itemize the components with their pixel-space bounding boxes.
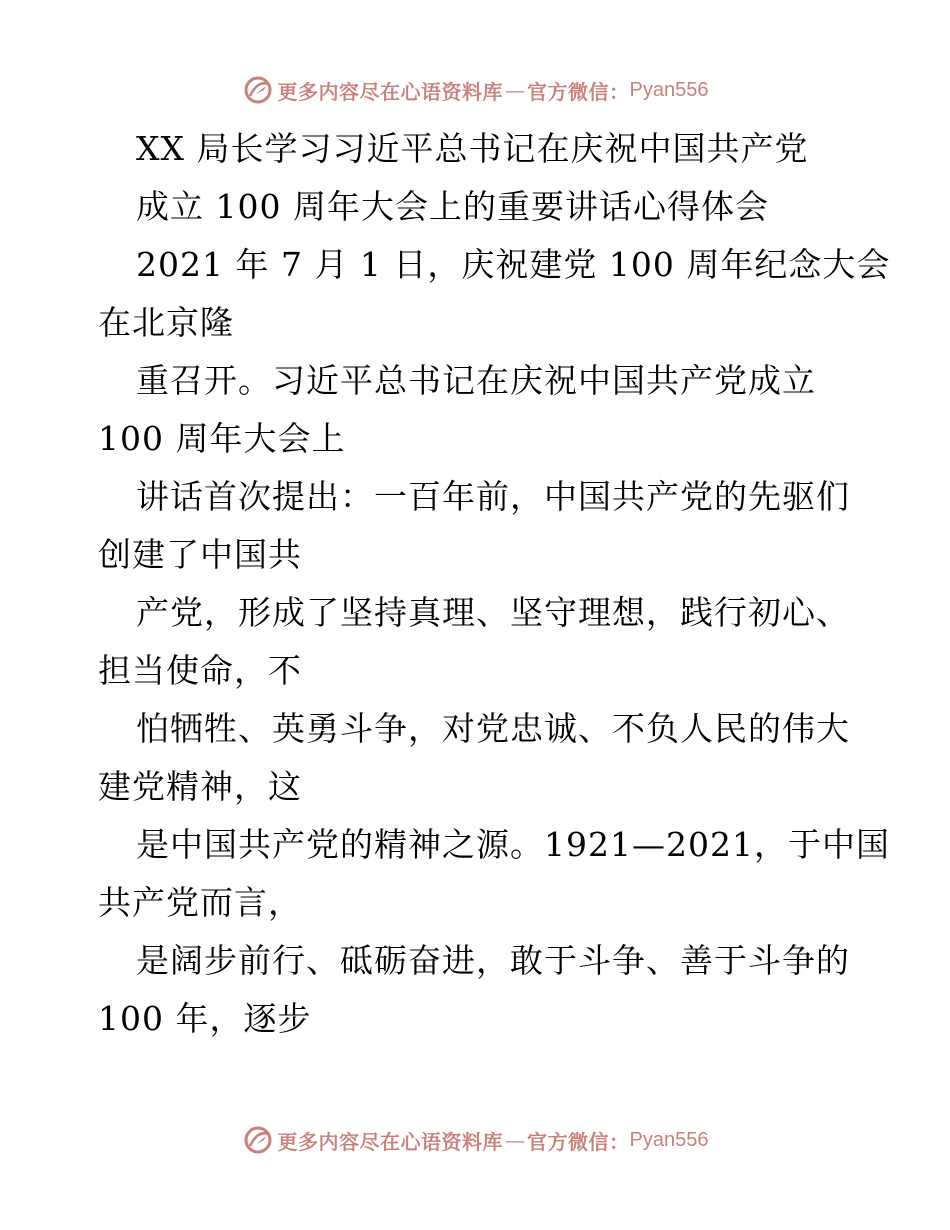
paragraph-line: 100 周年大会上 (98, 419, 346, 458)
document-title-line-2: 成立 100 周年大会上的重要讲话心得体会 (136, 187, 769, 226)
footer-wechat-label: 官方微信： (527, 1129, 630, 1154)
pen-swirl-logo-icon (242, 1124, 274, 1156)
paragraph-line: 重召开。习近平总书记在庆祝中国共产党成立 (136, 361, 816, 400)
paragraph-line: 100 年，逐步 (98, 999, 312, 1038)
paragraph-line: 创建了中国共 (98, 535, 302, 574)
paragraph-line: 产党，形成了坚持真理、坚守理想，践行初心、 (136, 593, 850, 632)
document-title-line-1: XX 局长学习习近平总书记在庆祝中国共产党 (136, 129, 809, 168)
footer-watermark-banner (0, 1120, 950, 1160)
header-separator: — (505, 78, 526, 102)
document-body (98, 120, 891, 1048)
pen-swirl-logo-icon (242, 74, 274, 106)
footer-site-text: 更多内容尽在心语资料库 (277, 1129, 504, 1154)
paragraph-line: 在北京隆 (98, 303, 234, 342)
paragraph-line: 是阔步前行、砥砺奋进，敢于斗争、善于斗争的 (136, 941, 850, 980)
header-watermark-banner (0, 70, 950, 110)
paragraph-line: 怕牺牲、英勇斗争，对党忠诚、不负人民的伟大 (136, 709, 850, 748)
footer-wechat-id: Pyan556 (629, 1128, 709, 1151)
header-wechat-id: Pyan556 (629, 78, 709, 101)
paragraph-line: 担当使命，不 (98, 651, 302, 690)
paragraph-line: 是中国共产党的精神之源。1921—2021，于中国 (136, 825, 890, 864)
footer-separator: — (505, 1128, 526, 1152)
paragraph-line: 建党精神，这 (98, 767, 302, 806)
paragraph-line: 2021 年 7 月 1 日，庆祝建党 100 周年纪念大会 (136, 245, 891, 284)
header-wechat-label: 官方微信： (527, 79, 630, 104)
paragraph-line: 讲话首次提出：一百年前，中国共产党的先驱们 (136, 477, 850, 516)
paragraph-line: 共产党而言， (98, 883, 302, 922)
header-site-text: 更多内容尽在心语资料库 (277, 79, 504, 104)
